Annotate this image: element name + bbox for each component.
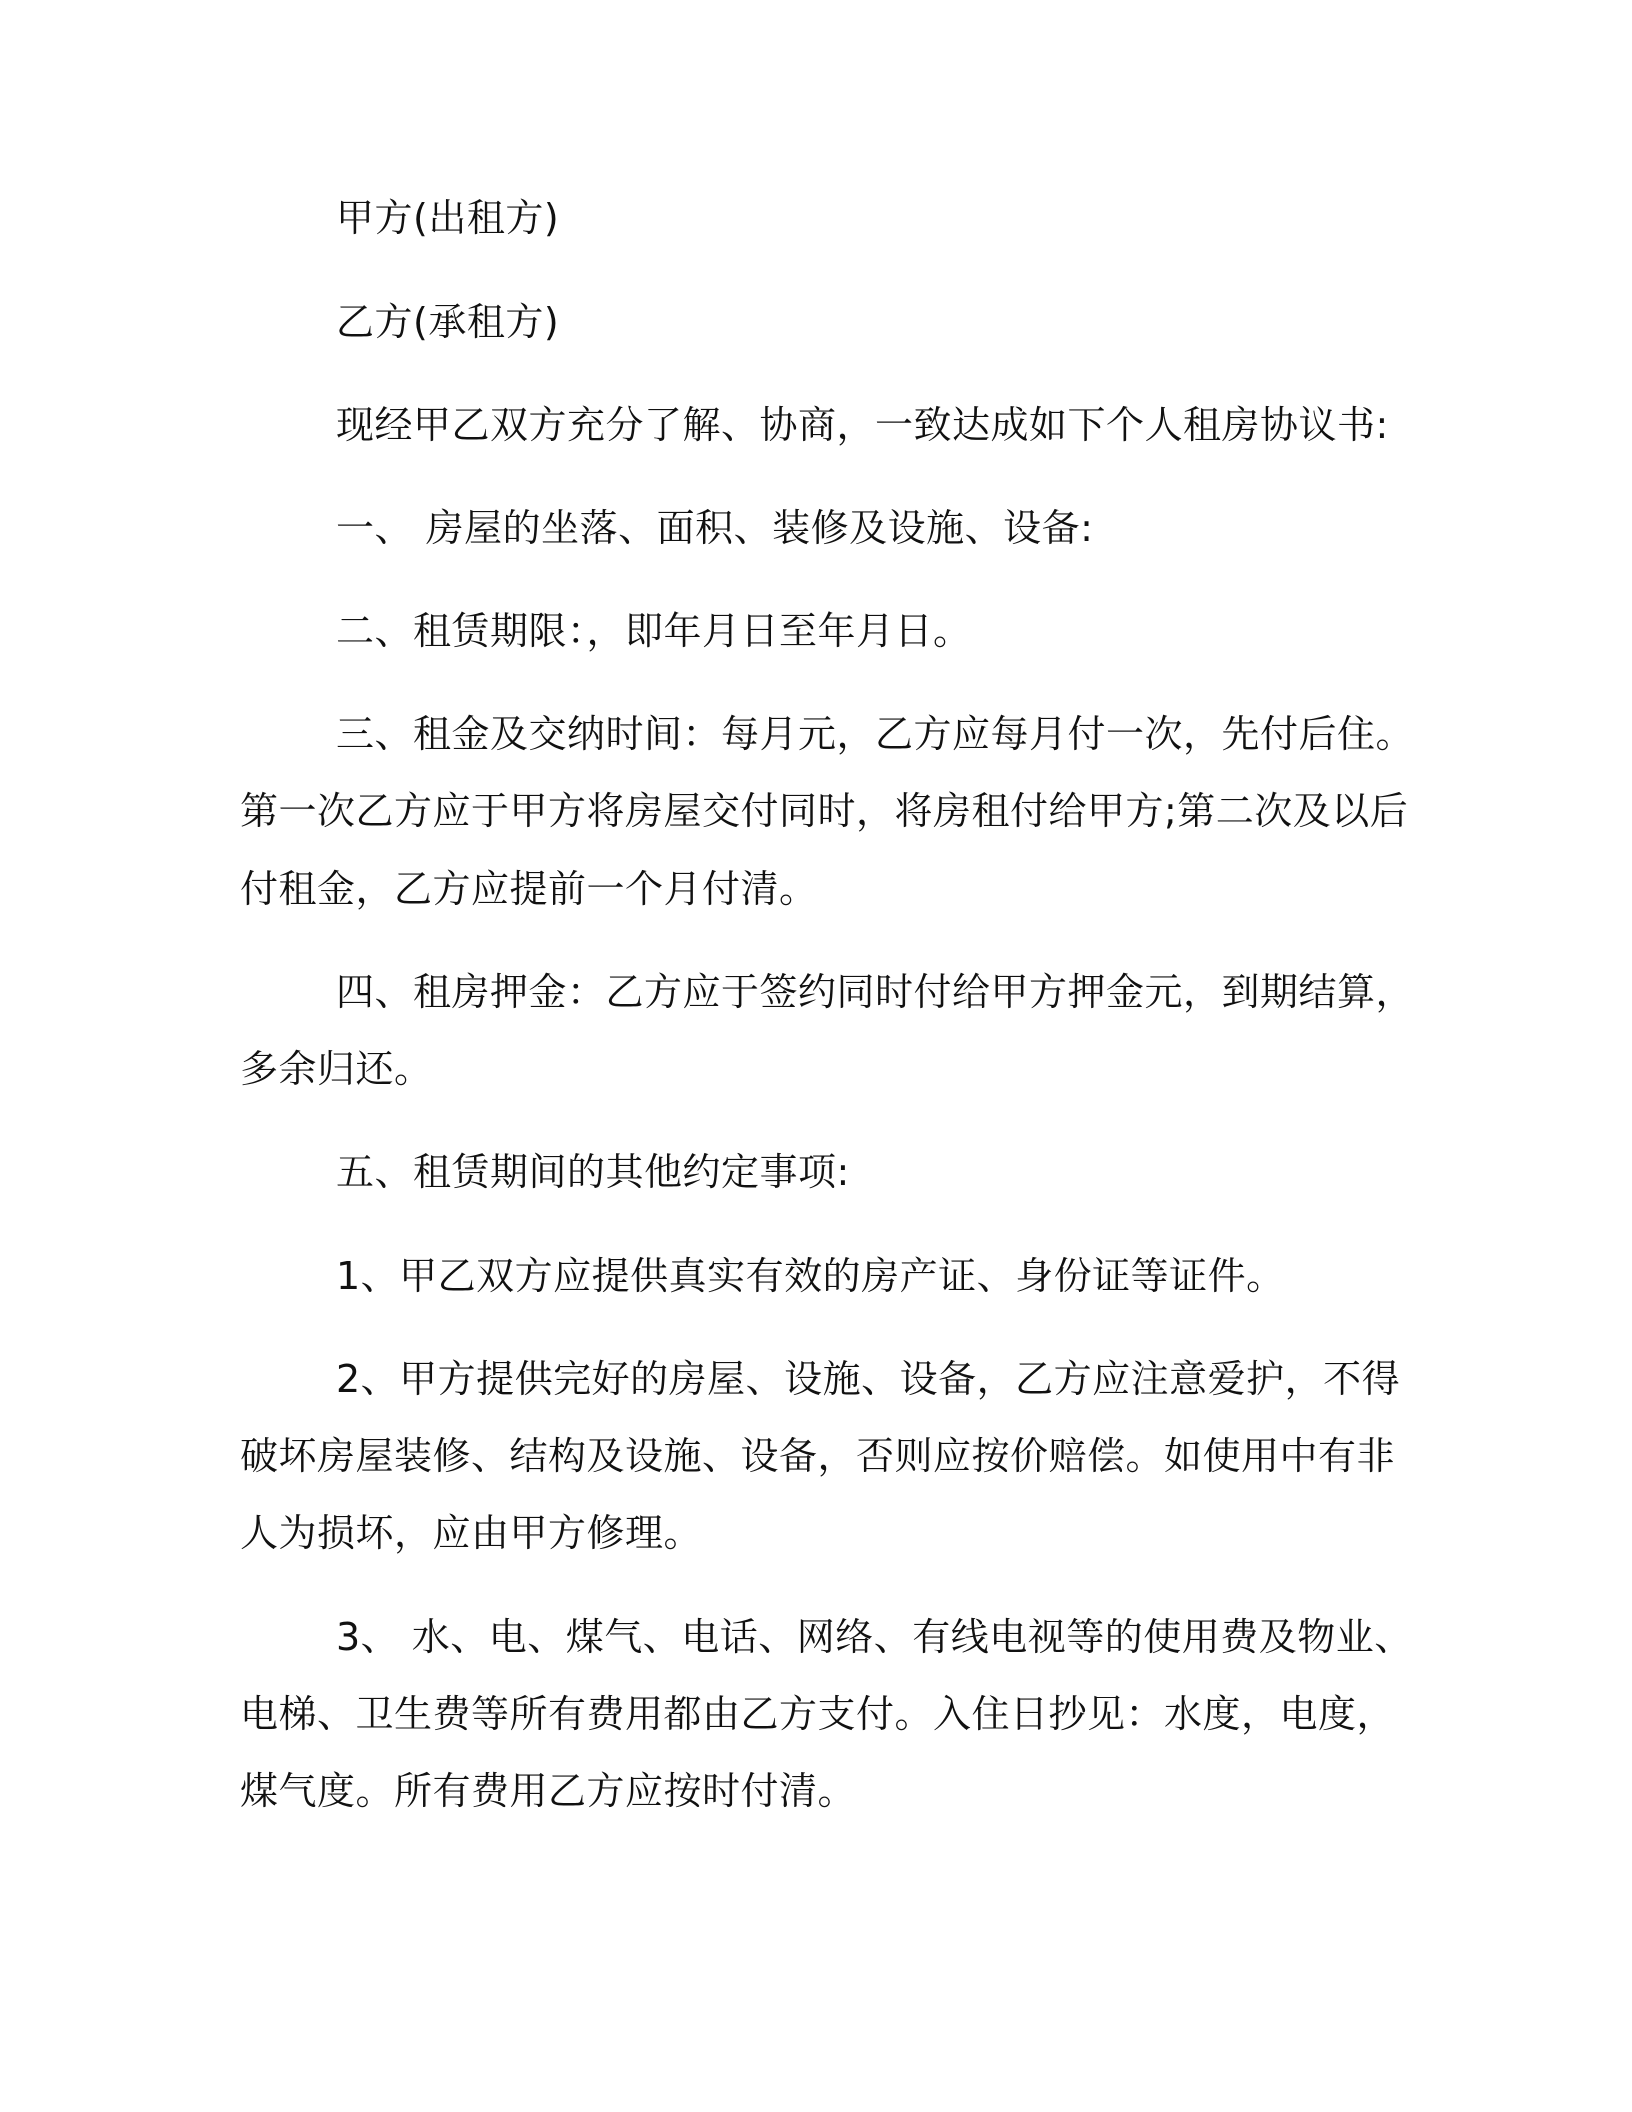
- section-3-line-1: 三、租金及交纳时间：每月元，乙方应每月付一次，先付后住。: [336, 712, 1415, 756]
- item-2-line-3: 人为损坏，应由甲方修理。: [240, 1511, 703, 1555]
- section-3-line-2: 第一次乙方应于甲方将房屋交付同时，将房租付给甲方;第二次及以后: [240, 789, 1409, 833]
- item-3-line-1: 3、 水、电、煤气、电话、网络、有线电视等的使用费及物业、: [336, 1615, 1413, 1659]
- section-2-heading: 二、租赁期限：，即年月日至年月日。: [336, 609, 972, 653]
- item-2-line-2: 破坏房屋装修、结构及设施、设备，否则应按价赔偿。如使用中有非: [240, 1434, 1396, 1478]
- party-a-line: 甲方(出租方): [336, 196, 560, 240]
- item-3-line-3: 煤气度。所有费用乙方应按时付清。: [240, 1769, 857, 1813]
- section-1-heading: 一、 房屋的坐落、面积、装修及设施、设备:: [336, 506, 1094, 550]
- intro-paragraph: 现经甲乙双方充分了解、协商，一致达成如下个人租房协议书:: [336, 403, 1389, 447]
- party-b-line: 乙方(承租方): [336, 300, 560, 344]
- section-3-line-3: 付租金，乙方应提前一个月付清。: [240, 867, 818, 911]
- item-3-line-2: 电梯、卫生费等所有费用都由乙方支付。入住日抄见：水度，电度，: [240, 1692, 1396, 1736]
- section-5-heading: 五、租赁期间的其他约定事项:: [336, 1150, 850, 1194]
- section-4-line-1: 四、租房押金：乙方应于签约同时付给甲方押金元，到期结算，: [336, 970, 1415, 1014]
- item-1-line: 1、甲乙双方应提供真实有效的房产证、身份证等证件。: [336, 1254, 1285, 1298]
- section-4-line-2: 多余归还。: [240, 1047, 433, 1091]
- item-2-line-1: 2、甲方提供完好的房屋、设施、设备，乙方应注意爱护，不得: [336, 1357, 1401, 1401]
